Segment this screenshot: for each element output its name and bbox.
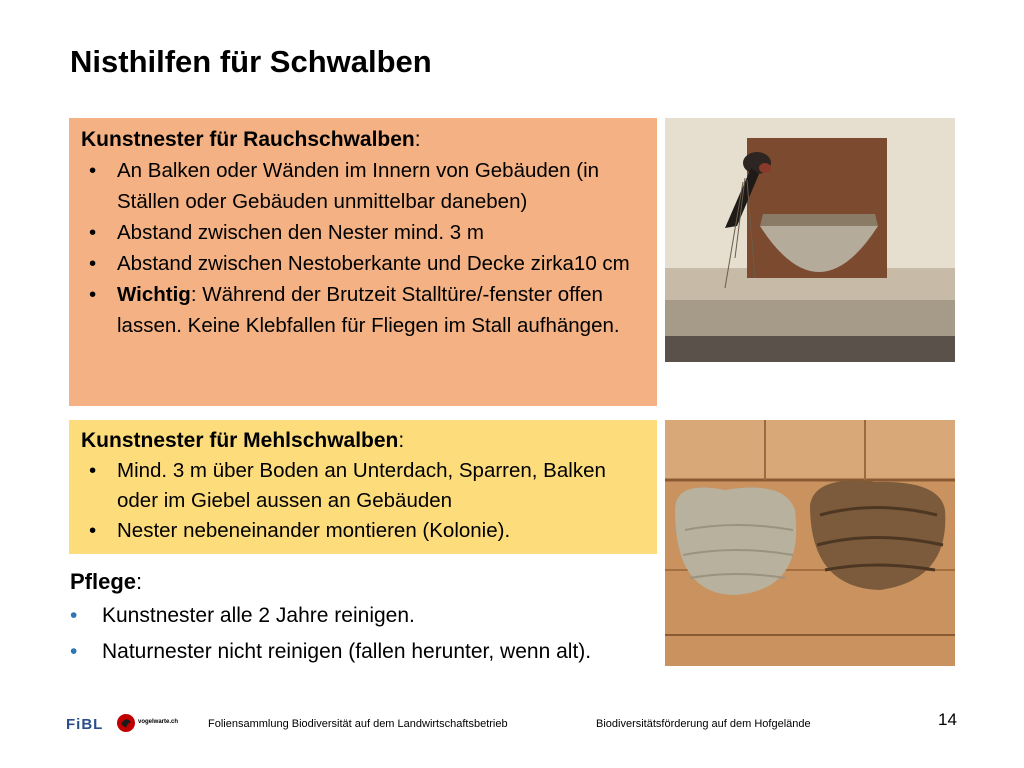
mehlschwalben-heading-colon: : xyxy=(398,429,405,452)
footer-text-left: Foliensammlung Biodiversität auf dem Landwirtschaftsbetrieb xyxy=(208,718,508,730)
mehlschwalben-bullet-1 xyxy=(81,456,643,516)
rauchschwalben-bullet-4 xyxy=(81,279,643,341)
mehlschwalbe-nest-image xyxy=(665,420,955,666)
pflege-item-text: Kunstnester alle 2 Jahre reinigen. xyxy=(102,604,415,627)
bullet-text: Abstand zwischen den Nester mind. 3 m xyxy=(117,221,484,244)
mehlschwalben-box xyxy=(69,420,657,554)
pflege-item-2 xyxy=(70,634,670,670)
footer-text-right: Biodiversitätsförderung auf dem Hofgelände xyxy=(596,718,811,730)
bullet-text: An Balken oder Wänden im Innern von Gebäuden (in Ställen oder Gebäuden unmittelbar daneben) xyxy=(117,159,600,213)
bullet-dot: • xyxy=(70,640,78,663)
page-number: 14 xyxy=(938,710,957,729)
pflege-section xyxy=(70,566,670,670)
vogelwarte-logo-text: vogelwarte.ch xyxy=(138,719,179,725)
rauchschwalbe-nest-image xyxy=(665,118,955,362)
slide-title: Nisthilfen für Schwalben xyxy=(70,44,432,79)
rauchschwalbe-nest-photo xyxy=(665,118,955,362)
rauchschwalben-heading-bold: Kunstnester für Rauchschwalben xyxy=(81,128,415,151)
rauchschwalben-heading xyxy=(81,124,643,155)
bullet-dot: • xyxy=(70,604,78,627)
rauchschwalben-bullet-2 xyxy=(81,217,643,248)
bullet-dot: • xyxy=(89,459,97,482)
fibl-logo: FiBL xyxy=(66,716,104,733)
pflege-heading-bold: Pflege xyxy=(70,569,137,594)
bullet-dot: • xyxy=(89,252,97,275)
bullet-dot: • xyxy=(89,221,97,244)
vogelwarte-logo-icon xyxy=(116,712,136,734)
bullet-dot: • xyxy=(89,283,97,306)
pflege-item-text: Naturnester nicht reinigen (fallen herunter, wenn alt). xyxy=(102,640,592,663)
bullet-dot: • xyxy=(89,159,97,182)
pflege-heading-colon: : xyxy=(136,569,143,594)
mehlschwalben-heading-bold: Kunstnester für Mehlschwalben xyxy=(81,429,399,452)
mehlschwalben-bullet-2 xyxy=(81,516,643,546)
bullet-dot: • xyxy=(89,519,97,542)
bullet-bold-word: Wichtig xyxy=(117,283,191,306)
pflege-heading xyxy=(70,566,670,598)
bullet-text: : Während der Brutzeit Stalltüre/-fenster offen lassen. Keine Klebfallen für Fliegen im Stall aufhängen. xyxy=(117,283,620,337)
slide-footer xyxy=(0,708,1024,748)
bullet-text: Abstand zwischen Nestoberkante und Decke zirka10 cm xyxy=(117,252,630,275)
mehlschwalben-heading xyxy=(81,426,643,456)
bullet-text: Mind. 3 m über Boden an Unterdach, Sparren, Balken oder im Giebel aussen an Gebäuden xyxy=(117,459,606,512)
rauchschwalben-box xyxy=(69,118,657,406)
pflege-item-1 xyxy=(70,598,670,634)
bullet-text: Nester nebeneinander montieren (Kolonie). xyxy=(117,519,511,542)
rauchschwalben-bullet-1 xyxy=(81,155,643,217)
mehlschwalbe-nest-photo xyxy=(665,420,955,666)
rauchschwalben-bullet-3 xyxy=(81,248,643,279)
rauchschwalben-heading-colon: : xyxy=(414,128,421,151)
